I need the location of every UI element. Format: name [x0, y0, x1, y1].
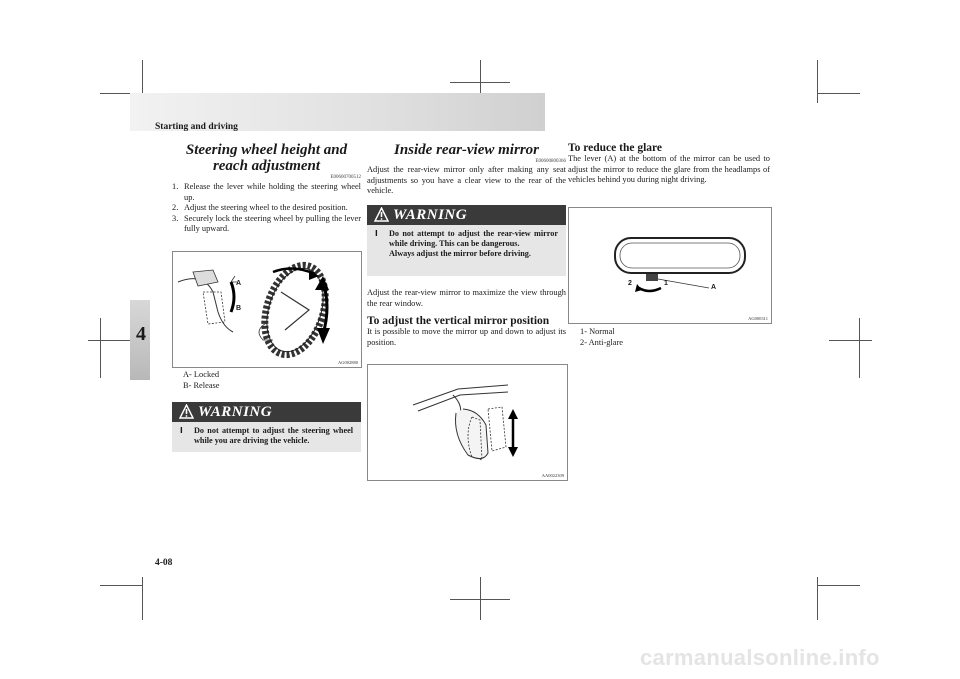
warning-body [180, 426, 353, 446]
figure-code: AA0022309 [541, 473, 564, 478]
watermark: carmanualsonline.info [640, 645, 880, 670]
figure-label-a: A [236, 280, 242, 287]
mirror-vertical-figure [367, 364, 568, 481]
figure-label-a: A [711, 284, 717, 291]
warning-title: WARNING [393, 207, 468, 223]
heading-steering: Steering wheel height and reach adjustment [185, 142, 348, 174]
mirror-glare-figure [568, 207, 772, 324]
mirror-vertical-illustration [368, 365, 567, 480]
subheading-vertical: To adjust the vertical mirror position [367, 315, 550, 328]
warning-body [375, 229, 558, 260]
crop-mark [817, 577, 818, 620]
steering-figure [172, 251, 362, 368]
column-2-lower [367, 288, 566, 348]
legend-item: 2- Anti-glare [580, 337, 624, 347]
legend-item: B- Release [183, 380, 220, 390]
crop-mark [100, 585, 143, 586]
intro-paragraph: Adjust the rear-view mirror only after making any seat adjustments so you have a clear view to the rear of the vehicle. [367, 165, 566, 196]
step-item: 3. Securely lock the steering wheel by pulling the lever fully upward. [172, 213, 361, 234]
legend-item: A- Locked [183, 370, 220, 379]
column-1 [172, 142, 361, 235]
legend-item: 1- Normal [580, 327, 615, 336]
section-title: Starting and driving [155, 122, 238, 132]
crop-mark [100, 318, 101, 378]
crop-mark [829, 340, 872, 341]
warning-text-2: Always adjust the mirror before driving. [389, 249, 531, 259]
figure-label-2: 2 [628, 280, 632, 287]
steps-list [172, 182, 361, 235]
column-2 [367, 142, 566, 197]
chapter-number: 4 [136, 323, 146, 345]
figure-label-1: 1 [664, 280, 668, 287]
glare-legend [580, 327, 623, 348]
warning-header [172, 402, 361, 422]
paragraph: Adjust the rear-view mirror to maximize the view through the rear window. [367, 288, 566, 308]
warning-header [367, 205, 566, 225]
warning-box-steering [172, 402, 361, 452]
doc-code: E00600800366 [535, 159, 566, 164]
steering-wheel-illustration [173, 252, 361, 367]
page-number: 4-08 [155, 558, 173, 568]
step-item: 2. Adjust the steering wheel to the desired position. [172, 203, 348, 213]
crop-mark [142, 577, 143, 620]
crop-mark [817, 93, 860, 94]
crop-mark [450, 599, 510, 600]
subheading-glare: To reduce the glare [568, 142, 663, 154]
steering-legend [183, 370, 220, 391]
warning-triangle-icon [374, 207, 389, 222]
crop-mark [450, 82, 510, 83]
warning-box-mirror [367, 205, 566, 276]
doc-code: E00600700512 [330, 175, 361, 180]
figure-code: AG002880 [338, 360, 358, 365]
paragraph: The lever (A) at the bottom of the mirror can be used to adjust the mirror to reduce the glare from the headlamps of vehicles behind you during night driving. [568, 154, 770, 185]
step-item: 1. Release the lever while holding the steering wheel up. [172, 182, 361, 202]
mirror-glare-illustration [569, 208, 771, 323]
warning-title: WARNING [198, 404, 273, 420]
warning-text: Do not attempt to adjust the rear-view mirror while driving. This can be dangerous. [389, 229, 558, 249]
paragraph: It is possible to move the mirror up and down to adjust its position. [367, 327, 566, 347]
bullet-icon: l [375, 229, 378, 238]
figure-code: AG000311 [748, 316, 768, 321]
warning-triangle-icon [179, 404, 194, 419]
column-3 [568, 142, 770, 186]
figure-label-b: B [236, 305, 242, 312]
crop-mark [817, 585, 860, 586]
crop-mark [88, 340, 131, 341]
crop-mark [817, 60, 818, 103]
warning-text: Do not attempt to adjust the steering wheel while you are driving the vehicle. [194, 426, 353, 446]
bullet-icon: l [180, 426, 183, 435]
heading-mirror: Inside rear-view mirror [393, 142, 539, 158]
crop-mark [859, 318, 860, 378]
